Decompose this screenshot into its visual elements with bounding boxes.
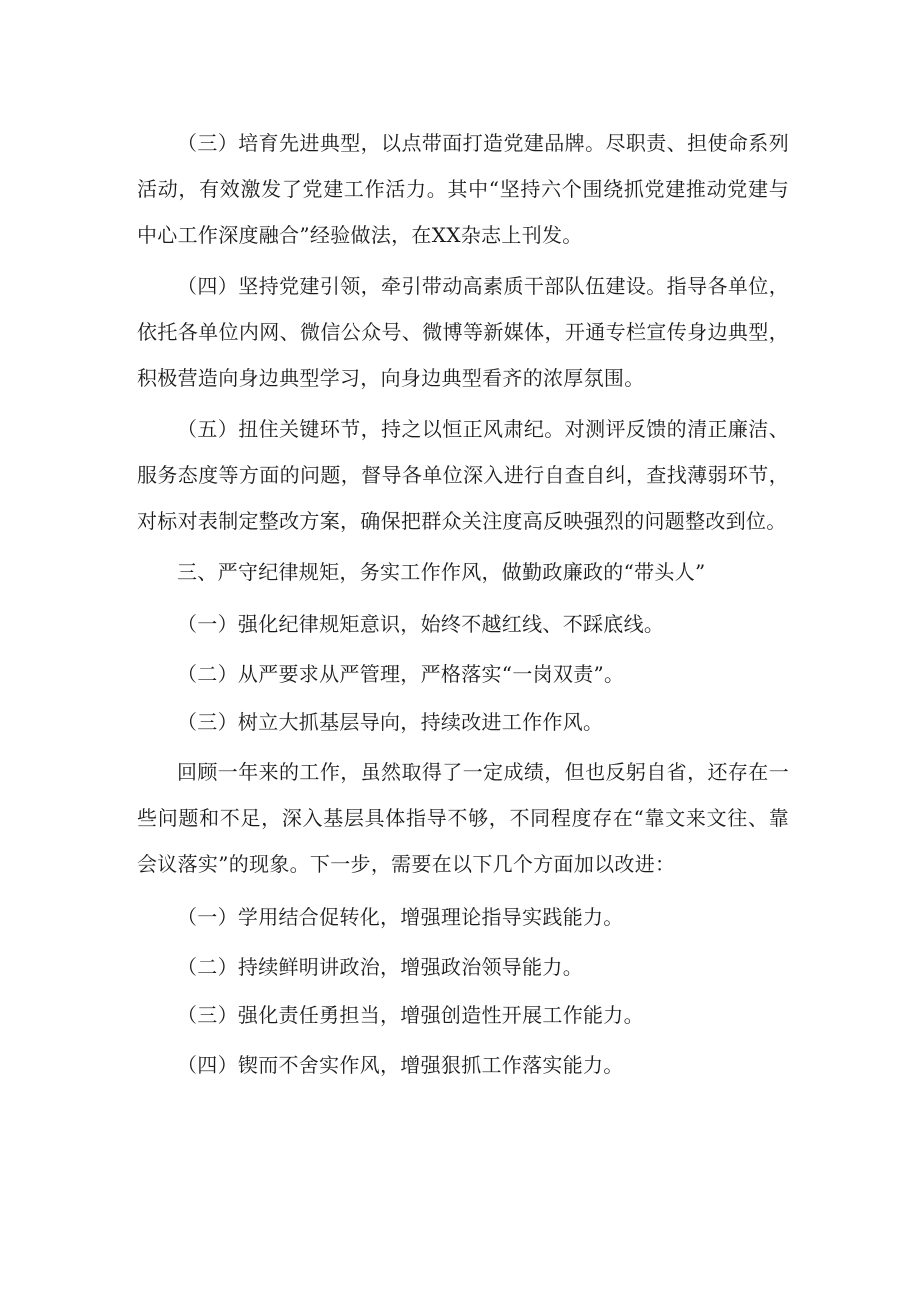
paragraph-typical-models: （三）培育先进典型，以点带面打造党建品牌。尽职责、担使命系列活动，有效激发了党建工作活力。其中“坚持六个围绕抓党建推动党建与中心工作深度融合”经验做法，在XX杂志上刊发。: [137, 131, 789, 247]
section-item-3: （三）树立大抓基层导向，持续改进工作作风。: [177, 710, 604, 734]
improvement-item-1: （一）学用结合促转化，增强理论指导实践能力。: [177, 905, 624, 929]
section-item-2: （二）从严要求从严管理，严格落实“一岗双责”。: [177, 662, 625, 686]
improvement-item-3: （三）强化责任勇担当，增强创造性开展工作能力。: [177, 1003, 644, 1027]
review-paragraph: 回顾一年来的工作，虽然取得了一定成绩，但也反躬自省，还存在一些问题和不足，深入基层具体指导不够，不同程度存在“靠文来文往、靠会议落实”的现象。下一步，需要在以下几个方面加以改进：: [137, 760, 789, 876]
paragraph-key-links: （五）扭住关键环节，持之以恒正风肃纪。对测评反馈的清正廉洁、服务态度等方面的问题，督导各单位深入进行自查自纠，查找薄弱环节，对标对表制定整改方案，确保把群众关注度高反映强烈的问题整改到位。: [137, 417, 789, 533]
section-heading: 三、严守纪律规矩，务实工作作风，做勤政廉政的“带头人”: [177, 560, 706, 584]
paragraph-party-leadership: （四）坚持党建引领，牵引带动高素质干部队伍建设。指导各单位，依托各单位内网、微信公众号、微博等新媒体，开通专栏宣传身边典型，积极营造向身边典型学习，向身边典型看齐的浓厚氛围。: [137, 274, 789, 390]
improvement-item-2: （二）持续鲜明讲政治，增强政治领导能力。: [177, 955, 583, 979]
improvement-item-4: （四）锲而不舍实作风，增强狠抓工作落实能力。: [177, 1053, 624, 1077]
section-item-1: （一）强化纪律规矩意识，始终不越红线、不踩底线。: [177, 612, 665, 636]
